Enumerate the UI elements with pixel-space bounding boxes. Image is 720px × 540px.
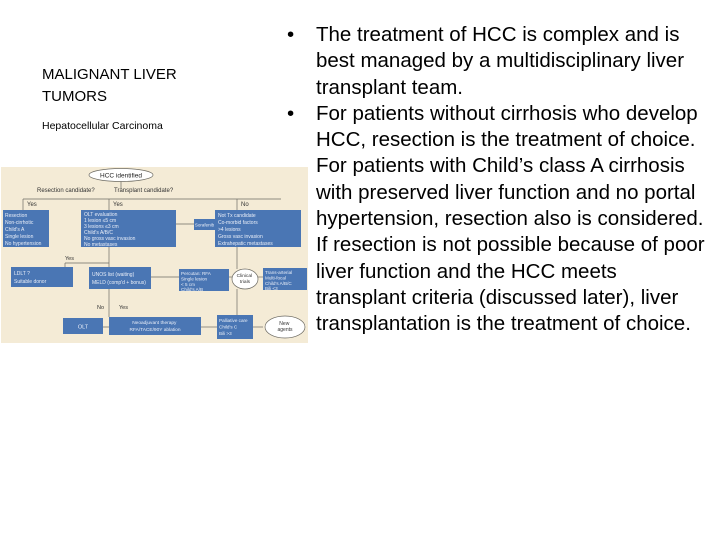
svg-text:LDLT ? Suitable donor: LDLT ? Suitable donor — [14, 271, 47, 285]
bullet-list — [287, 22, 707, 338]
sorafenib-box — [194, 219, 215, 230]
svg-text:UNOS list (waiting) ME: UNOS list (waiting) MELD (comp'd + bonus) — [92, 272, 146, 286]
ldlt-box — [11, 267, 73, 287]
neoadjuvant-therapy-box — [109, 317, 201, 335]
svg-text:HCC identified: HCC identified — [100, 172, 142, 180]
no-label-lower: No — [97, 305, 105, 311]
svg-text:Clinical trials: Clinical trials — [236, 274, 253, 285]
olt-evaluation-box — [81, 210, 176, 248]
bullet-item — [287, 22, 707, 101]
resection-question: Resection candidate? — [37, 188, 95, 194]
slide-title: MALIGNANT LIVER TUMORS — [42, 66, 177, 105]
svg-text:Neoadjuvant therapy RF: Neoadjuvant therapy RFA/TACE/90Y ablation — [129, 321, 181, 333]
no-label-right: No — [241, 202, 249, 208]
bullet-item — [287, 101, 707, 338]
unos-list-box — [89, 267, 151, 289]
yes-label-left: Yes — [27, 202, 37, 208]
svg-text:Sorafenib: Sorafenib — [194, 222, 215, 228]
svg-text:Resection Non-cirrhoti: Resection Non-cirrhotic Child's A Single lesion No hypertension — [5, 213, 42, 247]
yes-ldlt-label: Yes — [65, 256, 74, 262]
yes-label-mid: Yes — [113, 202, 123, 208]
resection-box — [3, 210, 49, 247]
yes-label-lower: Yes — [119, 305, 128, 311]
slide-subtitle: Hepatocellular Carcinoma — [42, 120, 163, 132]
svg-text:New agents: New agents — [277, 321, 293, 333]
svg-text:OLT evaluation 1 lesio: OLT evaluation 1 lesion ≤5 cm 3 lesions ≤3 cm Child's A/B/C No gross vasc invasion No metastases — [84, 212, 136, 248]
svg-text:OLT: OLT — [77, 324, 89, 331]
bullet-marker: • — [287, 23, 295, 46]
palliative-care-box — [217, 315, 253, 339]
clinical-trials-node — [232, 269, 258, 289]
svg-text:Not Tx candidate Co-mo: Not Tx candidate Co-morbid factors >4 lesions Gross vasc invasion Extrahepatic metastases — [218, 213, 273, 247]
olt-final-box — [63, 318, 103, 334]
percutaneous-rfa-box — [179, 269, 229, 292]
bullet-marker: • — [287, 101, 295, 125]
svg-text:Percutan: RFA Single l: Percutan: RFA Single lesion < 5 cm Child's A/B — [181, 271, 211, 292]
bullet-text: For patients without cirrhosis who develop HCC, resection is the treatment of choice. For patients with Child’s class A cirrhosis with preserved liver function and no portal hypertension, resection also is considered. If resection is not possible because of poor liver function and the HCC meets transplant criteria (discussed later), liver transplantation is the treatment of choice. — [316, 101, 705, 336]
svg-text:Trans-arterial Multi-f: Trans-arterial Multi-focal Child's A/B/C Bili <3 — [265, 270, 293, 291]
transplant-question: Transplant candidate? — [114, 188, 174, 194]
bullet-text: The treatment of HCC is complex and is best managed by a multidisciplinary liver transplant team. — [316, 23, 685, 99]
treatment-flowchart-figure — [1, 167, 308, 343]
svg-text:Palliative care Child': Palliative care Child's C Bili >3 — [219, 318, 248, 336]
hcc-identified-node — [89, 169, 153, 182]
